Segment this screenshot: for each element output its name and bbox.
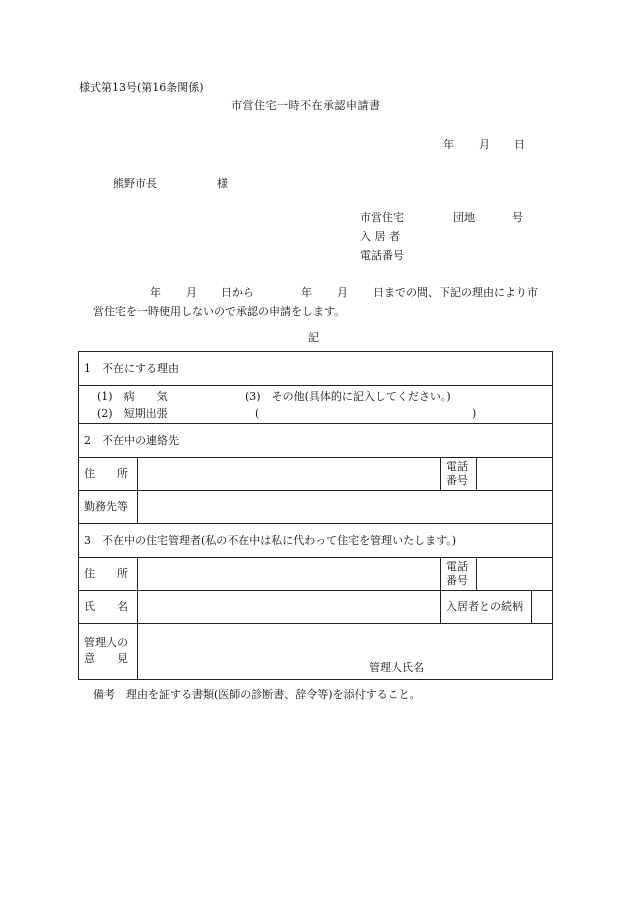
option-business-trip: (2) 短期出張 xyxy=(97,407,168,420)
section2-title: 2 不在中の連絡先 xyxy=(79,424,553,458)
addressee-name: 熊野市長 xyxy=(113,177,157,190)
danchi-label: 団地 xyxy=(453,211,475,224)
manager-name-sign-label: 管理人氏名 xyxy=(369,661,424,674)
form-title: 市営住宅一時不在承認申請書 xyxy=(231,99,381,112)
contact-phone-field[interactable] xyxy=(477,458,553,491)
contact-address-field[interactable] xyxy=(138,458,441,491)
other-paren-close: ) xyxy=(472,407,477,420)
manager-address-label: 住 所 xyxy=(79,558,138,591)
to-year-label: 年 xyxy=(301,286,312,299)
relation-cell xyxy=(441,591,553,624)
manager-phone-field[interactable] xyxy=(477,558,553,591)
body-line2: 営住宅を一時使用しないので承認の申請をします。 xyxy=(93,305,346,318)
option-other: (3) その他(具体的に記入してください。) xyxy=(245,390,451,403)
housing-label: 市営住宅 xyxy=(360,211,404,224)
contact-phone-label: 電話番号 xyxy=(441,458,477,491)
reason-options-cell xyxy=(79,386,553,424)
addressee-honorific: 様 xyxy=(217,177,228,190)
section1-title: 1 不在にする理由 xyxy=(79,352,553,386)
from-month-label: 月 xyxy=(186,286,197,299)
body-line1-end: 日までの間、下記の理由により市 xyxy=(373,286,538,299)
opinion-label-cell xyxy=(79,624,138,680)
date-month-label: 月 xyxy=(479,138,490,151)
opinion-label-line2: 意 見 xyxy=(84,652,128,665)
contact-address-label: 住 所 xyxy=(79,458,138,491)
workplace-label: 勤務先等 xyxy=(79,491,138,524)
from-year-label: 年 xyxy=(150,286,161,299)
other-paren-open: ( xyxy=(255,407,260,420)
remarks-note: 備考 理由を証する書類(医師の診断書、辞令等)を添付すること。 xyxy=(93,688,421,701)
relation-label: 入居者との続柄 xyxy=(446,600,523,613)
application-table xyxy=(78,351,553,680)
to-month-label: 月 xyxy=(337,286,348,299)
manager-name-field[interactable] xyxy=(138,591,441,624)
from-day-label: 日から xyxy=(221,286,254,299)
resident-label: 入 居 者 xyxy=(360,230,400,243)
section3-title: 3 不在中の住宅管理者(私の不在中は私に代わって住宅を管理いたします。) xyxy=(79,524,553,558)
ki-label: 記 xyxy=(308,331,319,344)
manager-name-label: 氏 名 xyxy=(79,591,138,624)
form-number: 様式第13号(第16条関係) xyxy=(79,81,204,94)
manager-address-field[interactable] xyxy=(138,558,441,591)
date-year-label: 年 xyxy=(443,138,454,151)
go-label: 号 xyxy=(512,211,523,224)
workplace-field[interactable] xyxy=(138,491,553,524)
date-day-label: 日 xyxy=(514,138,525,151)
opinion-label-line1: 管理人の xyxy=(84,636,128,649)
option-illness: (1) 病 気 xyxy=(97,390,168,403)
relation-divider xyxy=(531,591,532,624)
applicant-phone-label: 電話番号 xyxy=(360,249,404,262)
manager-phone-label: 電話番号 xyxy=(441,558,477,591)
opinion-field[interactable] xyxy=(138,624,553,680)
